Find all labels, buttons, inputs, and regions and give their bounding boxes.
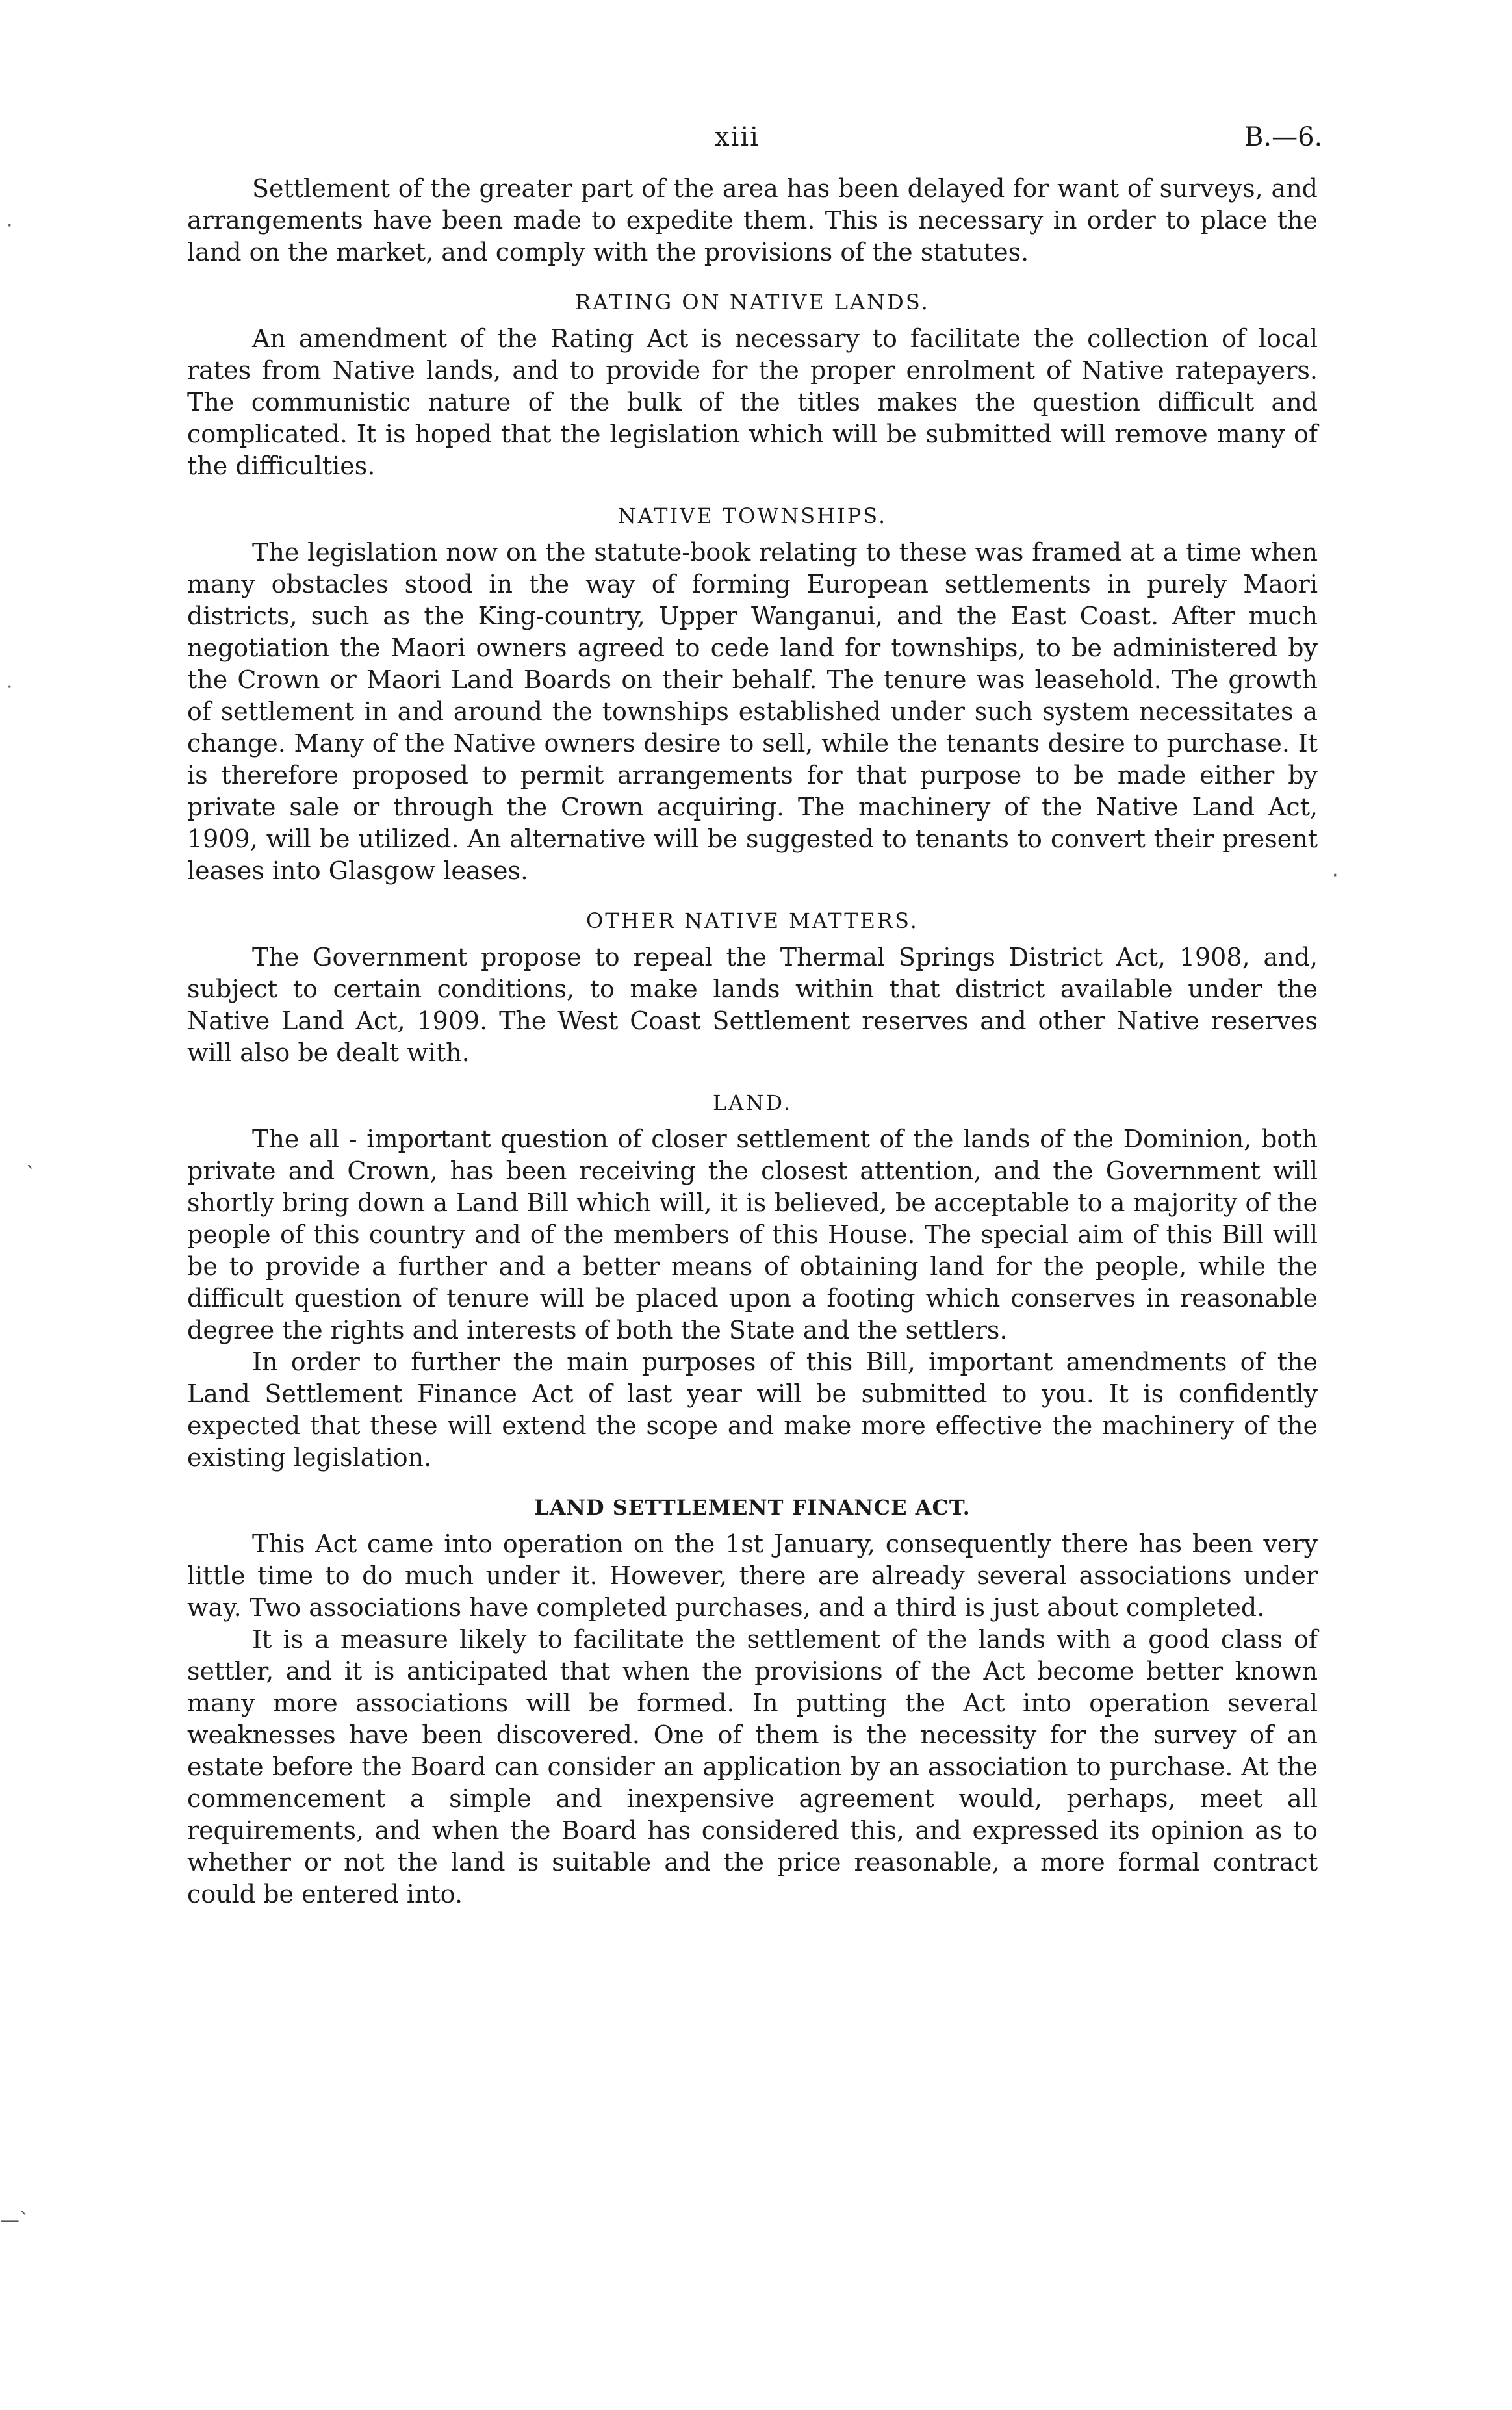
paragraph: An amendment of the Rating Act is necessary to facilitate the collection of local rates from Native lands, and to provide for the proper enrolment of Native ratepayers. The communistic nature of the bulk of the titles makes the question difficult and complicated. It is hoped that the legislation which will be submitted will remove many of the difficulties. (187, 324, 1318, 480)
scan-mark: · (6, 676, 13, 699)
paragraph: This Act came into operation on the 1st January, consequently there has been very little time to do much under it. However, there are already several associations under way. Two associations have completed purchases, and a third is just about completed. (187, 1530, 1318, 1622)
document-reference: B.—6. (1244, 122, 1323, 152)
section-heading-land: LAND. (712, 1090, 793, 1115)
paragraph: In order to further the main purposes of this Bill, important amendments of the Land Settlement Finance Act of last year will be submitted to you. It is confidently expected that these will extend the scope and make more effective the machinery of the existing legislation. (187, 1348, 1318, 1472)
document-body (187, 173, 1318, 1910)
section-heading-land-settlement-finance: LAND SETTLEMENT FINANCE ACT. (534, 1495, 971, 1520)
page-number: xiii (715, 122, 760, 152)
section-heading-rating: RATING ON NATIVE LANDS. (575, 290, 930, 314)
paragraph: Settlement of the greater part of the area has been delayed for want of surveys, and arrangements have been made to expedite them. This is necessary in order to place the land on the market, and comply with the provisions of the statutes. (187, 174, 1318, 266)
paragraph: The all - important question of closer settlement of the lands of the Dominion, both private and Crown, has been receiving the closest attention, and the Government will shortly bring down a Land Bill which will, it is believed, be acceptable to a majority of the people of this country and of the members of this House. The special aim of this Bill will be to provide a further and a better means of obtaining land for the people, while the difficult question of tenure will be placed upon a footing which conserves in reasonable degree the rights and interests of both the State and the settlers. (187, 1125, 1318, 1344)
scan-mark: ˋ (26, 1163, 36, 1186)
paragraph: It is a measure likely to facilitate the settlement of the lands with a good class of settler, and it is anticipated that when the provisions of the Act become better known many more associations will be formed. In putting the Act into operation several weaknesses have been discovered. One of them is the necessity for the survey of an estate before the Board can consider an application by an association to purchase. At the commencement a simple and inexpensive agreement would, perhaps, meet all requirements, and when the Board has considered this, and expressed its opinion as to whether or not the land is suitable and the price reasonable, a more formal contract could be entered into. (187, 1625, 1318, 1908)
scan-mark: —ˋ (0, 2209, 29, 2232)
scan-mark: · (1332, 864, 1339, 887)
scan-mark: · (6, 214, 13, 237)
paragraph: The legislation now on the statute-book relating to these was framed at a time when many obstacles stood in the way of forming European settlements in purely Maori districts, such as the King-country, Upper Wanganui, and the East Coast. After much negotiation the Maori owners agreed to cede land for townships, to be administered by the Crown or Maori Land Boards on their behalf. The tenure was leasehold. The growth of settlement in and around the townships established under such system necessitates a change. Many of the Native owners desire to sell, while the tenants desire to purchase. It is therefore proposed to permit arrangements for that purpose to be made either by private sale or through the Crown acquiring. The machinery of the Native Land Act, 1909, will be utilized. An alternative will be suggested to tenants to convert their present leases into Glasgow leases. (187, 538, 1318, 885)
section-heading-townships: NATIVE TOWNSHIPS. (617, 504, 888, 528)
section-heading-other-native-matters: OTHER NATIVE MATTERS. (586, 908, 919, 933)
paragraph: The Government propose to repeal the Thermal Springs District Act, 1908, and, subject to certain conditions, to make lands within that district available under the Native Land Act, 1909. The West Coast Settlement reserves and other Native reserves will also be dealt with. (187, 943, 1318, 1067)
